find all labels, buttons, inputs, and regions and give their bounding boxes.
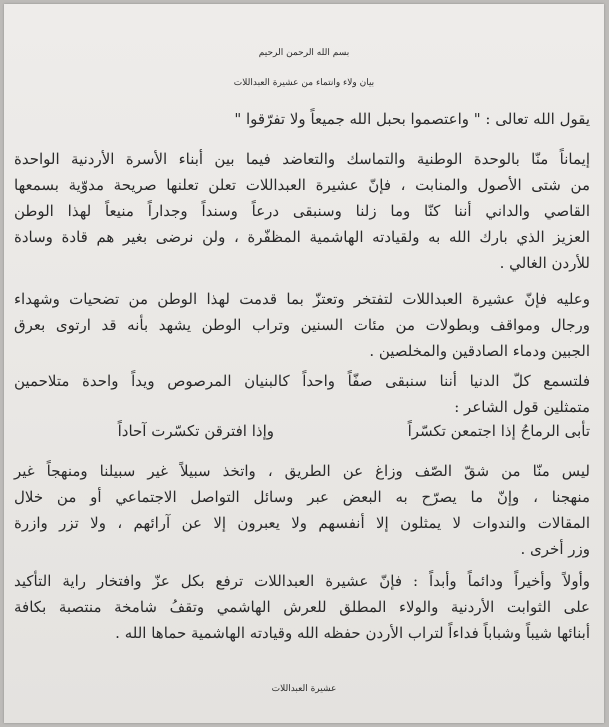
poetry-verse-second-half: وإذا افترقن تكسّرت آحاداً: [117, 422, 274, 440]
paragraph-4-line: وزر أخرى .: [520, 540, 590, 558]
paragraph-1-line: من شتى الأصول والمنابت ، فإنّ عشيرة العبداللات تعلن تعلنها صريحة مدوّية بسمعها: [14, 176, 590, 194]
paragraph-5-line: أبنائها شيباً وشباباً فداءاً لتراب الأردن حفظه الله وقيادته الهاشمية حماها الله .: [115, 624, 590, 642]
basmala: بسم الله الرحمن الرحيم: [258, 48, 350, 58]
signature: عشيرة العبداللات: [271, 684, 337, 694]
quran-quote: يقول الله تعالى : " واعتصموا بحبل الله جميعاً ولا تفرّقوا ": [234, 110, 590, 128]
paragraph-1-line: إيماناً منّا بالوحدة الوطنية والتماسك والتعاضد فيما بين أبناء الأسرة الأردنية الواحدة: [14, 150, 590, 168]
document-page: [4, 4, 604, 723]
paragraph-4-line: منهجنا ، وإنّ ما يصرّح به البعض عبر وسائل التواصل الاجتماعي أو من خلال: [14, 488, 590, 506]
paragraph-1-line: للأردن الغالي .: [499, 254, 590, 272]
paragraph-1-line: القاصي والداني أننا كنّا وما زلنا وسنبقى درعاً وسنداً وجداراً منيعاً لهذا الوطن: [14, 202, 590, 220]
paragraph-4-line: المقالات والندوات لا يمثلون إلا أنفسهم ولا يعبرون إلا عن آرائهم ، ولا تزر وازرة: [14, 514, 590, 532]
statement-title: بيان ولاء وانتماء من عشيرة العبداللات: [233, 78, 375, 88]
paragraph-1-line: العزيز الذي بارك الله به ولقيادته الهاشمية المظفّرة ، ولن نرضى بغير هم قادة وسادة: [14, 228, 590, 246]
paragraph-4-line: ليس منّا من شقّ الصّف وزاغ عن الطريق ، واتخذ سبيلاً غير سبيلنا ومنهجاً غير: [14, 462, 590, 480]
paragraph-2-line: الجبين ودماء الصادقين والمخلصين .: [369, 342, 590, 360]
paragraph-5-line: على الثوابت الأردنية والولاء المطلق للعرش الهاشمي وتقفُ شامخة منتصبة بكافة: [14, 598, 590, 616]
paragraph-2-line: وعليه فإنّ عشيرة العبداللات لتفتخر وتعتزّ بما قدمت لهذا الوطن من تضحيات وشهداء: [14, 290, 590, 308]
paragraph-3-line: متمثلين قول الشاعر :: [454, 398, 590, 416]
paragraph-3-line: فلتسمع كلّ الدنيا أننا سنبقى صفّاً واحداً كالبنيان المرصوص ويداً واحدة متلاحمين: [14, 372, 590, 390]
paragraph-2-line: ورجال ومواقف وبطولات من مئات السنين وتراب الوطن يشهد بأنه قد ارتوى بعرق: [14, 316, 590, 334]
poetry-verse-first-half: تأبى الرماحُ إذا اجتمعن تكسّراً: [407, 422, 590, 440]
paragraph-5-line: وأولاً وأخيراً ودائماً وأبداً : فإنّ عشيرة العبداللات ترفع بكل عزّ وافتخار راية التأكيد: [14, 572, 590, 590]
